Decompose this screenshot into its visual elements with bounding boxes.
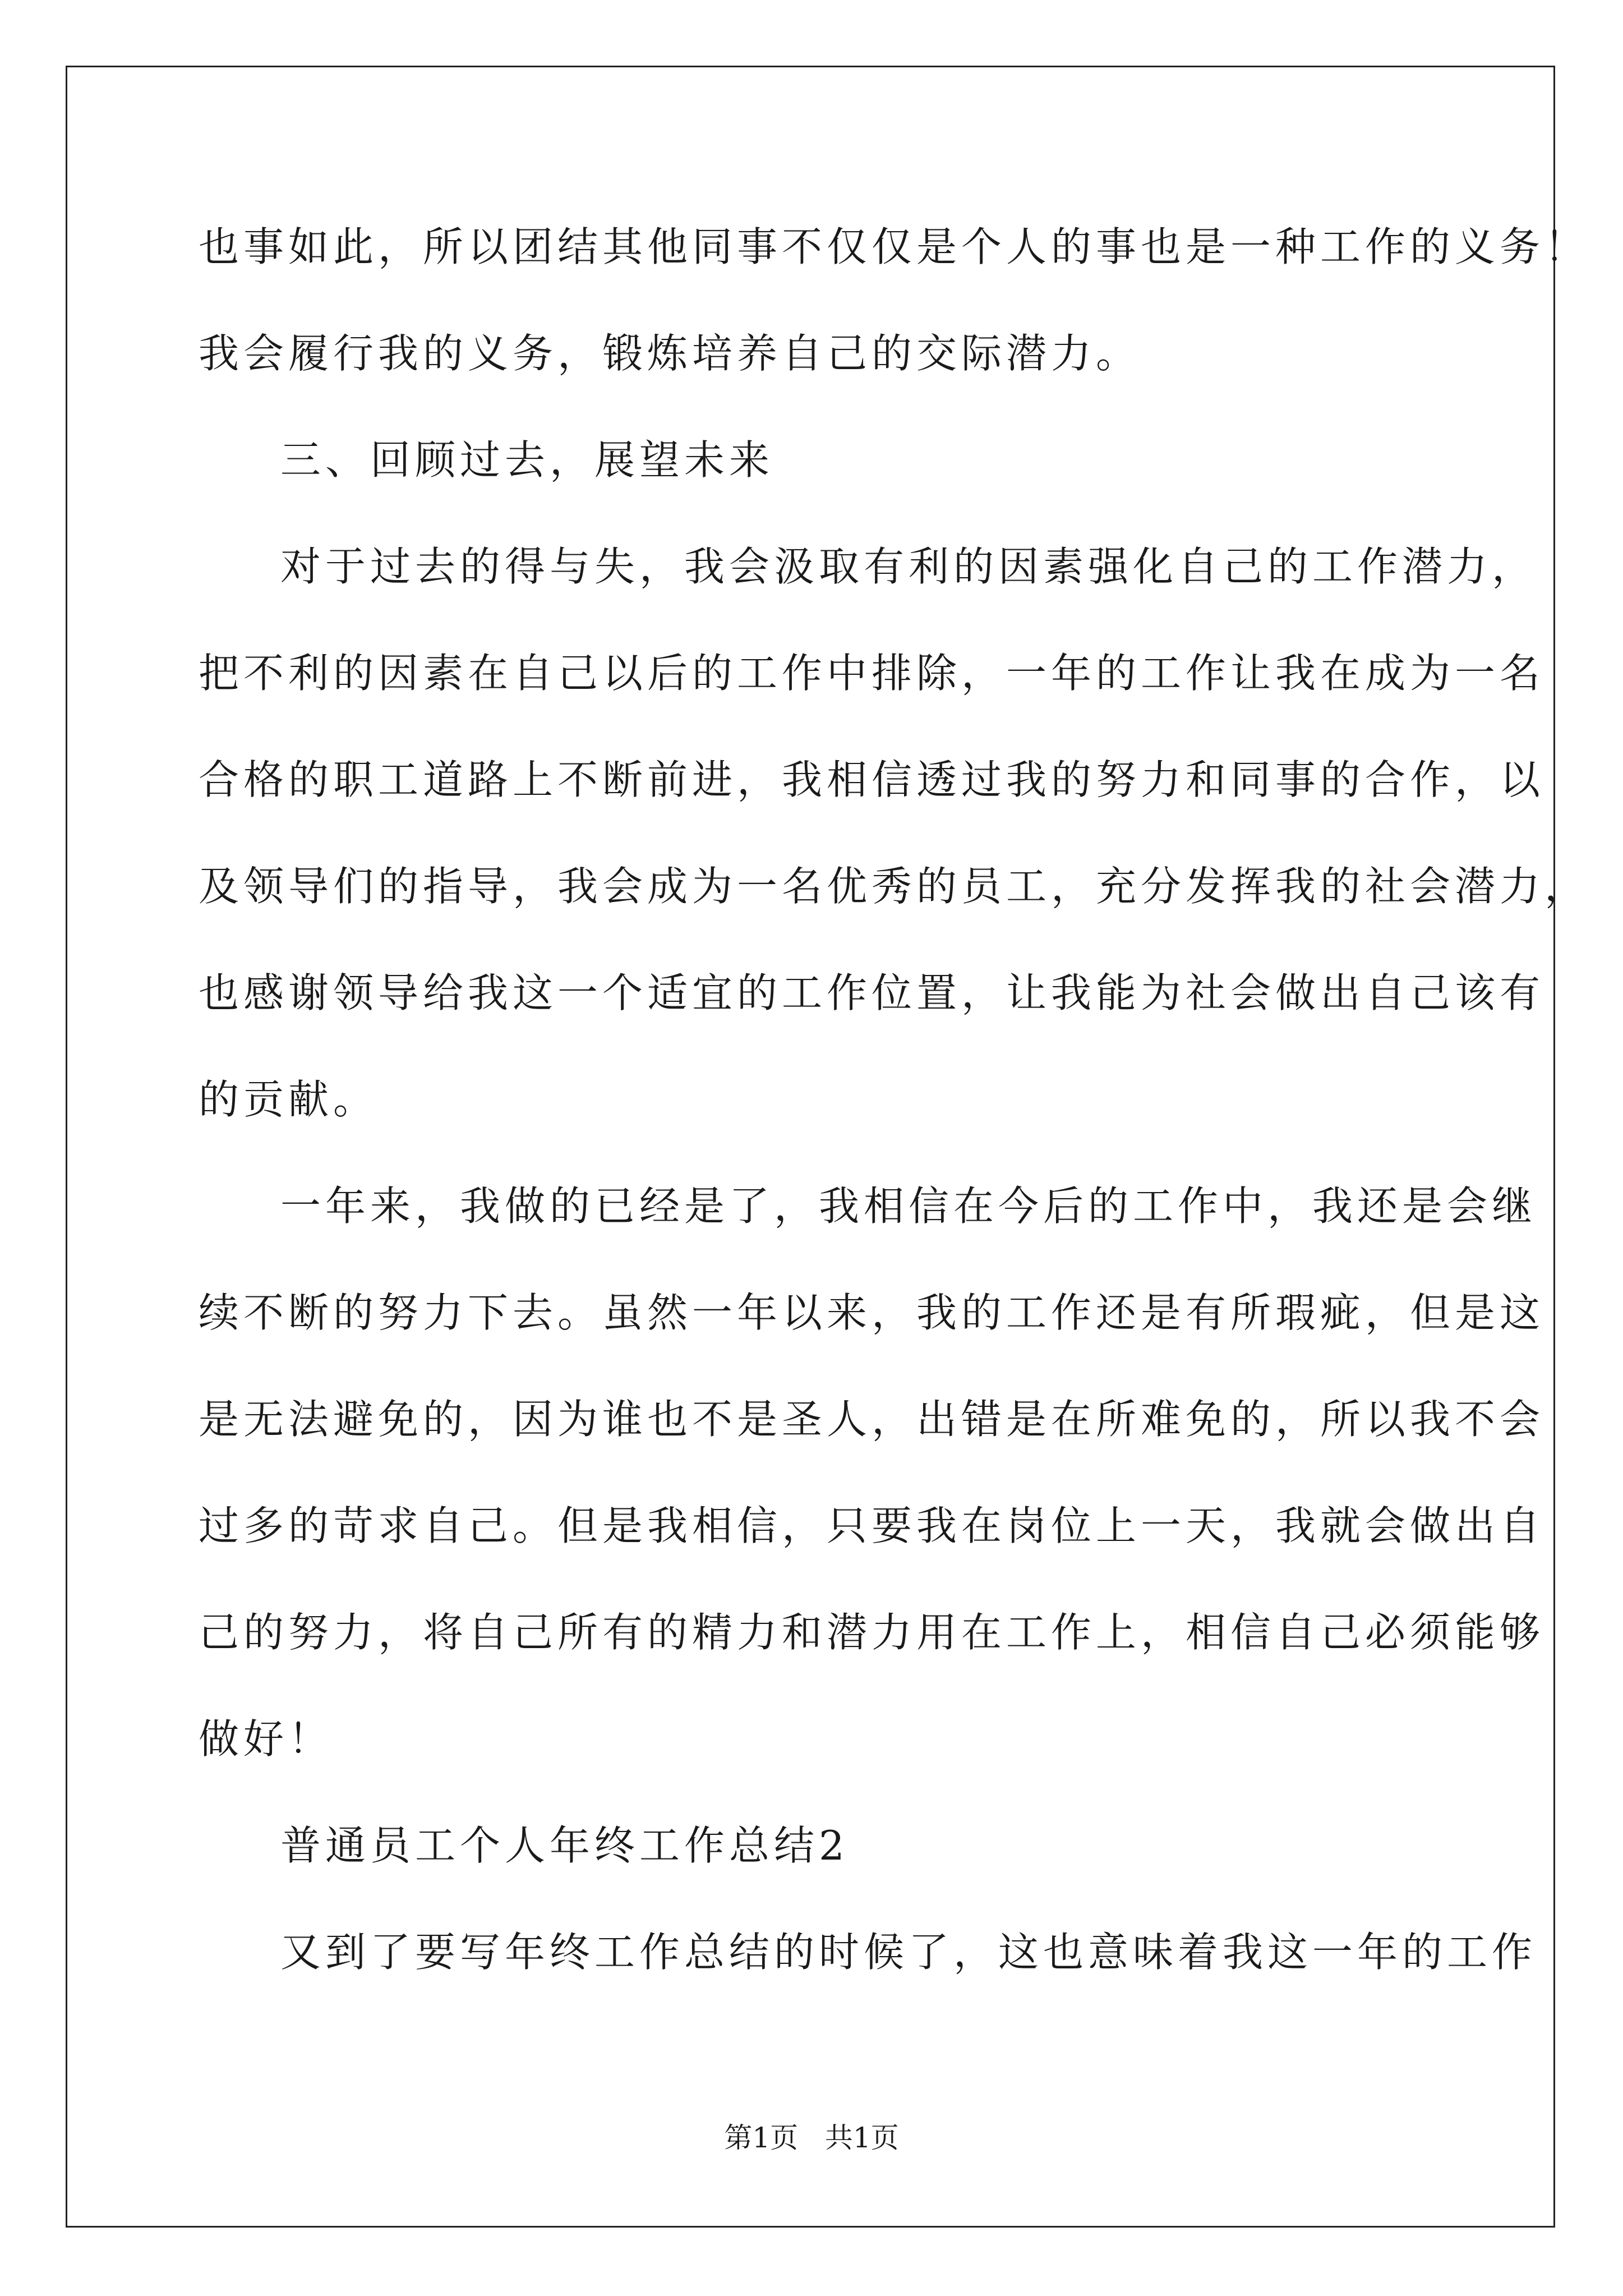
text-line: 做好！: [199, 1715, 334, 1763]
text-line: 又到了要写年终工作总结的时候了，这也意味着我这一年的工作: [280, 1929, 1537, 1976]
text-line: 的贡献。: [199, 1076, 379, 1123]
text-line: 把不利的因素在自己以后的工作中排除，一年的工作让我在成为一名: [199, 650, 1545, 697]
text-line: 也感谢领导给我这一个适宜的工作位置，让我能为社会做出自己该有: [199, 969, 1545, 1016]
text-line: 是无法避免的，因为谁也不是圣人，出错是在所难免的，所以我不会: [199, 1396, 1545, 1443]
page-frame: [66, 66, 1555, 2228]
text-line: 己的努力，将自己所有的精力和潜力用在工作上，相信自己必须能够: [199, 1609, 1545, 1656]
text-line: 及领导们的指导，我会成为一名优秀的员工，充分发挥我的社会潜力，: [199, 863, 1590, 910]
text-line: 也事如此，所以团结其他同事不仅仅是个人的事也是一种工作的义务！: [199, 223, 1590, 270]
text-line: 合格的职工道路上不断前进，我相信透过我的努力和同事的合作，以: [199, 756, 1545, 803]
text-line: 一年来，我做的已经是了，我相信在今后的工作中，我还是会继: [280, 1182, 1537, 1230]
section-heading: 三、回顾过去，展望未来: [280, 436, 774, 484]
text-line: 过多的苛求自己。但是我相信，只要我在岗位上一天，我就会做出自: [199, 1502, 1545, 1549]
text-line: 对于过去的得与失，我会汲取有利的因素强化自己的工作潜力，: [280, 543, 1537, 590]
section-title: 普通员工个人年终工作总结2: [280, 1822, 849, 1869]
text-line: 续不断的努力下去。虽然一年以来，我的工作还是有所瑕疵，但是这: [199, 1289, 1545, 1336]
text-line: 我会履行我的义务，锻炼培养自己的交际潜力。: [199, 330, 1141, 377]
page-number-footer: 第1页 共1页: [724, 2122, 899, 2154]
